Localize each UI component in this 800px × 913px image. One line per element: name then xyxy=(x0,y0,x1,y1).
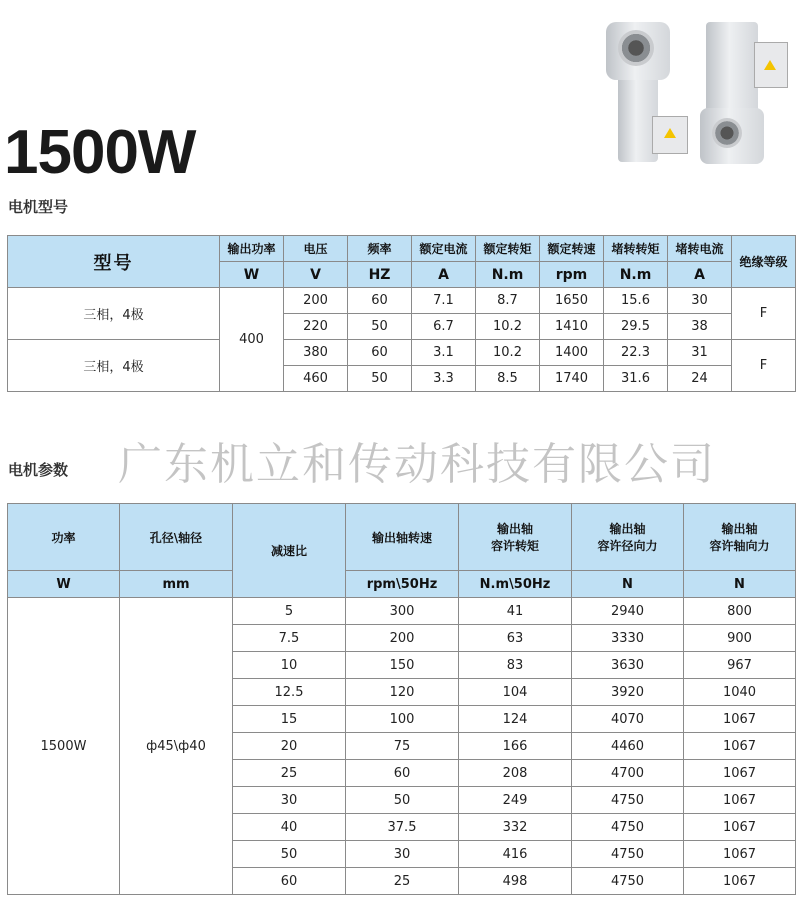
data-cell: 1040 xyxy=(684,679,796,706)
data-cell: 38 xyxy=(668,314,732,340)
gear-motor-image-left xyxy=(604,18,694,168)
data-cell: 30 xyxy=(668,288,732,314)
data-cell: 12.5 xyxy=(233,679,346,706)
data-cell: 1067 xyxy=(684,760,796,787)
motor-parameters-heading: 电机参数 xyxy=(8,461,69,479)
data-cell: 4750 xyxy=(572,787,684,814)
data-cell: 1400 xyxy=(540,340,604,366)
table-row xyxy=(8,288,796,314)
header-bore-shaft: 孔径\轴径 xyxy=(120,504,233,571)
data-cell: 41 xyxy=(459,598,572,625)
data-cell: 5 xyxy=(233,598,346,625)
unit-radial-load: N xyxy=(572,571,684,598)
data-cell: 1067 xyxy=(684,706,796,733)
data-cell: 800 xyxy=(684,598,796,625)
unit-power: W xyxy=(8,571,120,598)
header-axial-load: 输出轴 容许轴向力 xyxy=(684,504,796,571)
data-cell: 30 xyxy=(233,787,346,814)
data-cell: 7.5 xyxy=(233,625,346,652)
unit-power: W xyxy=(220,262,284,288)
header-rated-current: 额定电流 xyxy=(412,236,476,262)
header-rated-speed: 额定转速 xyxy=(540,236,604,262)
bore-shaft-cell: ф45\ф40 xyxy=(120,598,233,895)
data-cell: 1067 xyxy=(684,814,796,841)
data-cell: 15.6 xyxy=(604,288,668,314)
unit-frequency: HZ xyxy=(348,262,412,288)
data-cell: 1740 xyxy=(540,366,604,392)
data-cell: 4460 xyxy=(572,733,684,760)
header-allow-torque: 输出轴 容许转矩 xyxy=(459,504,572,571)
data-cell: 60 xyxy=(233,868,346,895)
insulation-cell: F xyxy=(732,288,796,340)
data-cell: 83 xyxy=(459,652,572,679)
data-cell: 208 xyxy=(459,760,572,787)
insulation-cell: F xyxy=(732,340,796,392)
data-cell: 60 xyxy=(348,288,412,314)
unit-stall-torque: N.m xyxy=(604,262,668,288)
data-cell: 2940 xyxy=(572,598,684,625)
motor-model-table xyxy=(7,235,796,392)
data-cell: 60 xyxy=(346,760,459,787)
data-cell: 31 xyxy=(668,340,732,366)
unit-stall-current: A xyxy=(668,262,732,288)
header-model: 型号 xyxy=(8,236,220,288)
company-watermark: 广东机立和传动科技有限公司 xyxy=(118,439,716,490)
data-cell: 120 xyxy=(346,679,459,706)
power-cell: 400 xyxy=(220,288,284,392)
data-cell: 4750 xyxy=(572,814,684,841)
data-cell: 460 xyxy=(284,366,348,392)
data-cell: 25 xyxy=(233,760,346,787)
data-cell: 200 xyxy=(284,288,348,314)
unit-rated-torque: N.m xyxy=(476,262,540,288)
data-cell: 249 xyxy=(459,787,572,814)
data-cell: 7.1 xyxy=(412,288,476,314)
data-cell: 4750 xyxy=(572,868,684,895)
header-power: 功率 xyxy=(8,504,120,571)
data-cell: 4700 xyxy=(572,760,684,787)
data-cell: 150 xyxy=(346,652,459,679)
power-cell: 1500W xyxy=(8,598,120,895)
header-frequency: 频率 xyxy=(348,236,412,262)
data-cell: 3330 xyxy=(572,625,684,652)
data-cell: 31.6 xyxy=(604,366,668,392)
header-insulation: 绝缘等级 xyxy=(732,236,796,288)
data-cell: 75 xyxy=(346,733,459,760)
header-power: 输出功率 xyxy=(220,236,284,262)
data-cell: 124 xyxy=(459,706,572,733)
data-cell: 15 xyxy=(233,706,346,733)
data-cell: 100 xyxy=(346,706,459,733)
data-cell: 63 xyxy=(459,625,572,652)
unit-rated-speed: rpm xyxy=(540,262,604,288)
data-cell: 900 xyxy=(684,625,796,652)
data-cell: 40 xyxy=(233,814,346,841)
header-output-speed: 输出轴转速 xyxy=(346,504,459,571)
data-cell: 416 xyxy=(459,841,572,868)
data-cell: 30 xyxy=(346,841,459,868)
data-cell: 50 xyxy=(348,366,412,392)
data-cell: 332 xyxy=(459,814,572,841)
data-cell: 24 xyxy=(668,366,732,392)
data-cell: 166 xyxy=(459,733,572,760)
data-cell: 8.7 xyxy=(476,288,540,314)
unit-allow-torque: N.m\50Hz xyxy=(459,571,572,598)
header-voltage: 电压 xyxy=(284,236,348,262)
data-cell: 3.3 xyxy=(412,366,476,392)
data-cell: 4070 xyxy=(572,706,684,733)
data-cell: 380 xyxy=(284,340,348,366)
data-cell: 200 xyxy=(346,625,459,652)
model-cell: 三相，4极 xyxy=(8,340,220,392)
data-cell: 10.2 xyxy=(476,314,540,340)
data-cell: 498 xyxy=(459,868,572,895)
data-cell: 29.5 xyxy=(604,314,668,340)
data-cell: 1067 xyxy=(684,841,796,868)
data-cell: 6.7 xyxy=(412,314,476,340)
unit-rated-current: A xyxy=(412,262,476,288)
data-cell: 104 xyxy=(459,679,572,706)
data-cell: 1067 xyxy=(684,733,796,760)
table-row xyxy=(8,340,796,366)
data-cell: 22.3 xyxy=(604,340,668,366)
header-stall-torque: 堵转转矩 xyxy=(604,236,668,262)
data-cell: 3630 xyxy=(572,652,684,679)
header-rated-torque: 额定转矩 xyxy=(476,236,540,262)
data-cell: 1067 xyxy=(684,787,796,814)
data-cell: 1067 xyxy=(684,868,796,895)
model-cell: 三相，4极 xyxy=(8,288,220,340)
data-cell: 1410 xyxy=(540,314,604,340)
header-radial-load: 输出轴 容许径向力 xyxy=(572,504,684,571)
data-cell: 25 xyxy=(346,868,459,895)
data-cell: 4750 xyxy=(572,841,684,868)
data-cell: 300 xyxy=(346,598,459,625)
unit-output-speed: rpm\50Hz xyxy=(346,571,459,598)
data-cell: 3920 xyxy=(572,679,684,706)
unit-axial-load: N xyxy=(684,571,796,598)
data-cell: 60 xyxy=(348,340,412,366)
table-row xyxy=(8,598,796,625)
data-cell: 8.5 xyxy=(476,366,540,392)
motor-model-heading: 电机型号 xyxy=(8,198,69,216)
data-cell: 10 xyxy=(233,652,346,679)
data-cell: 220 xyxy=(284,314,348,340)
data-cell: 50 xyxy=(233,841,346,868)
unit-voltage: V xyxy=(284,262,348,288)
page-title: 1500W xyxy=(4,118,196,187)
data-cell: 1650 xyxy=(540,288,604,314)
data-cell: 50 xyxy=(346,787,459,814)
data-cell: 10.2 xyxy=(476,340,540,366)
header-stall-current: 堵转电流 xyxy=(668,236,732,262)
data-cell: 967 xyxy=(684,652,796,679)
data-cell: 20 xyxy=(233,733,346,760)
motor-parameters-table xyxy=(7,503,796,895)
unit-bore-shaft: mm xyxy=(120,571,233,598)
gear-motor-image-right xyxy=(698,18,788,168)
header-ratio: 减速比 xyxy=(233,504,346,598)
data-cell: 3.1 xyxy=(412,340,476,366)
data-cell: 50 xyxy=(348,314,412,340)
data-cell: 37.5 xyxy=(346,814,459,841)
